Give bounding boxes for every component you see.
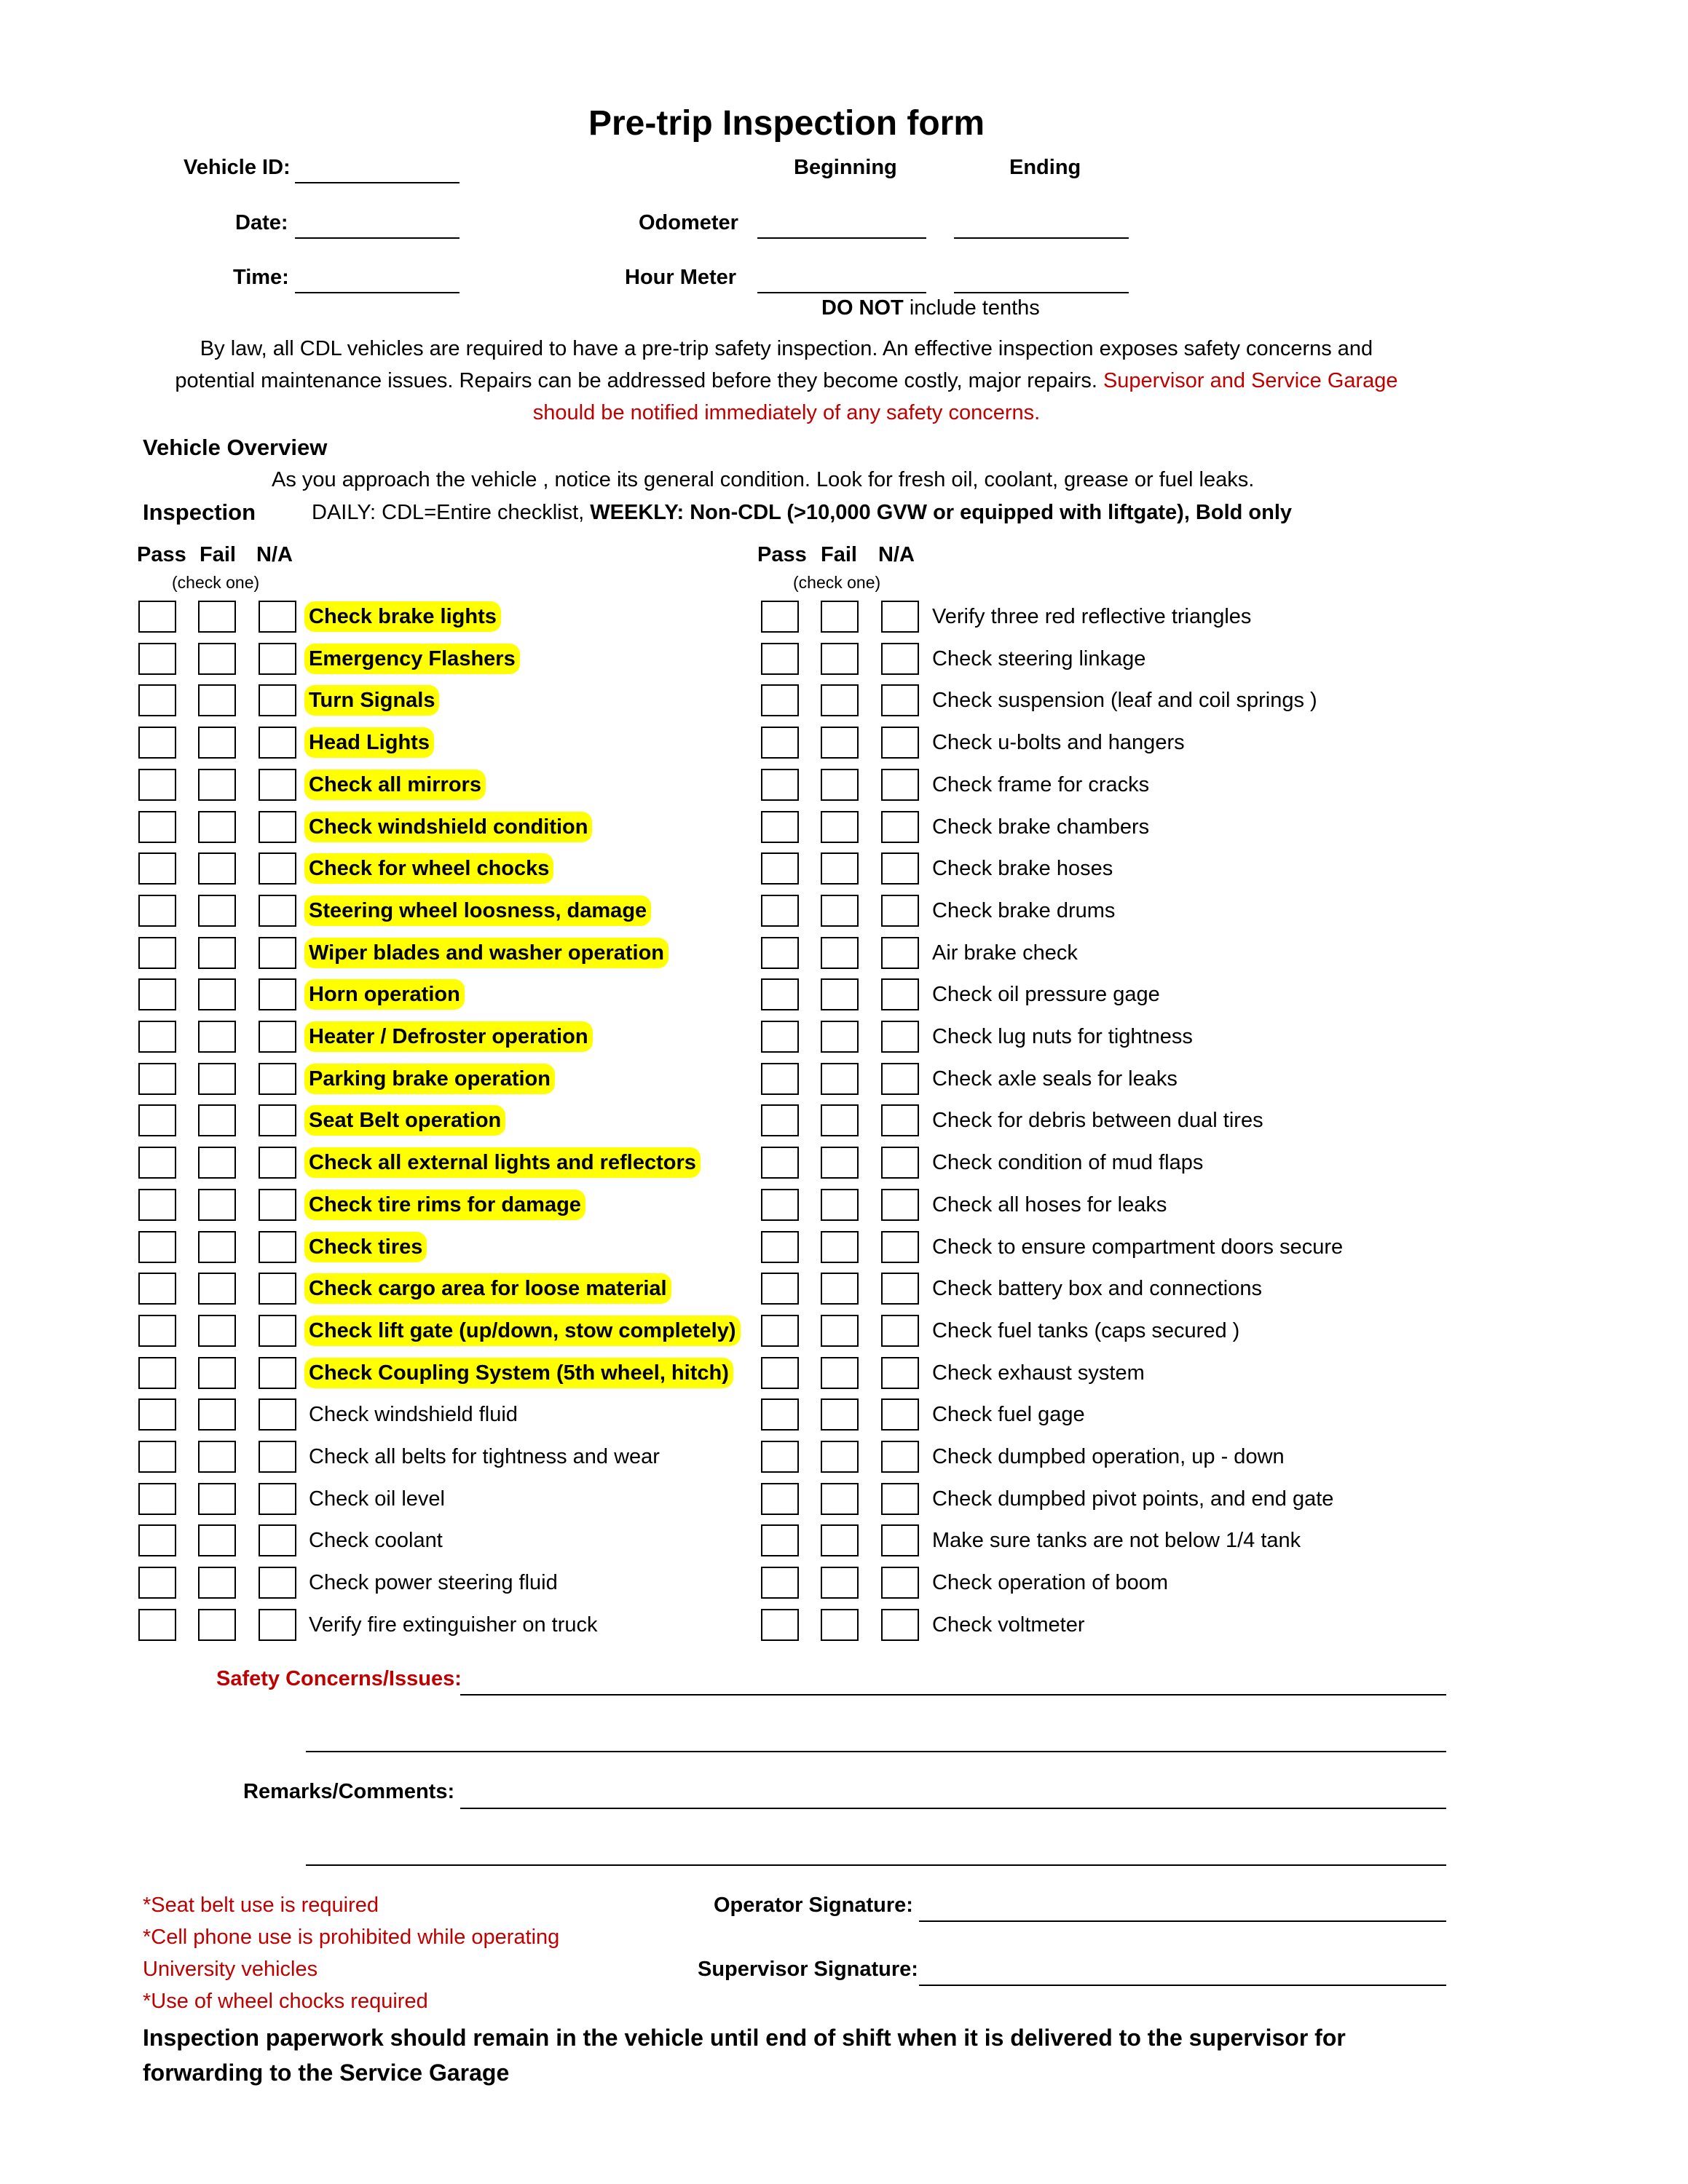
right-pass-checkbox[interactable] xyxy=(761,811,799,843)
left-fail-checkbox[interactable] xyxy=(198,1273,236,1305)
right-checklist-item: Check oil pressure gage xyxy=(932,983,1160,1006)
left-pass-checkbox[interactable] xyxy=(138,937,176,969)
supervisor-signature-field[interactable] xyxy=(919,1985,1446,1986)
left-na-checkbox[interactable] xyxy=(259,1357,296,1389)
inspection-frequency: DAILY: CDL=Entire checklist, WEEKLY: Non-CDL (>10,000 GVW or equipped with liftgate), Bold only xyxy=(312,501,1293,524)
left-checklist-item: Check windshield fluid xyxy=(309,1403,518,1426)
right-checklist-item: Check dumpbed pivot points, and end gate xyxy=(932,1487,1334,1511)
left-pass-checkbox[interactable] xyxy=(138,1567,176,1599)
tenths-note: DO NOT include tenths xyxy=(821,296,1040,320)
right-checklist-item: Check lug nuts for tightness xyxy=(932,1025,1193,1048)
right-pass-checkbox[interactable] xyxy=(761,1524,799,1556)
left-na-checkbox[interactable] xyxy=(259,1147,296,1179)
right-checklist-item: Check brake drums xyxy=(932,899,1116,922)
left-checklist-item: Check brake lights xyxy=(304,601,501,632)
odometer-beginning-field[interactable] xyxy=(757,237,926,239)
right-fail-checkbox[interactable] xyxy=(821,1063,859,1095)
left-checklist-item: Parking brake operation xyxy=(304,1064,555,1094)
ending-label: Ending xyxy=(1009,156,1081,179)
vehicle-id-label: Vehicle ID: xyxy=(184,156,291,179)
left-fail-checkbox[interactable] xyxy=(198,1315,236,1347)
right-checklist-item: Check brake chambers xyxy=(932,815,1150,839)
left-pass-checkbox[interactable] xyxy=(138,811,176,843)
right-checklist-item: Air brake check xyxy=(932,941,1078,965)
left-na-checkbox[interactable] xyxy=(259,811,296,843)
left-pass-checkbox[interactable] xyxy=(138,1189,176,1221)
right-fail-checkbox[interactable] xyxy=(821,769,859,801)
left-checklist-item: Turn Signals xyxy=(304,685,439,716)
left-checklist-item: Emergency Flashers xyxy=(304,644,520,674)
right-pass-checkbox[interactable] xyxy=(761,1357,799,1389)
right-pass-checkbox[interactable] xyxy=(761,727,799,759)
left-na-checkbox[interactable] xyxy=(259,684,296,716)
left-checklist-item: Check oil level xyxy=(309,1487,445,1511)
left-checklist-item: Check tire rims for damage xyxy=(304,1190,585,1220)
right-na-checkbox[interactable] xyxy=(881,1441,919,1473)
left-fail-checkbox[interactable] xyxy=(198,601,236,633)
left-pass-checkbox[interactable] xyxy=(138,727,176,759)
beginning-label: Beginning xyxy=(794,156,897,179)
right-na-checkbox[interactable] xyxy=(881,895,919,927)
right-fail-checkbox[interactable] xyxy=(821,601,859,633)
right-na-checkbox[interactable] xyxy=(881,1609,919,1641)
right-checklist-item: Make sure tanks are not below 1/4 tank xyxy=(932,1529,1301,1552)
left-checklist-item: Heater / Defroster operation xyxy=(304,1021,593,1052)
right-checklist-item: Check dumpbed operation, up - down xyxy=(932,1445,1285,1468)
right-fail-checkbox[interactable] xyxy=(821,643,859,675)
left-na-checkbox[interactable] xyxy=(259,643,296,675)
right-fail-checkbox[interactable] xyxy=(821,895,859,927)
left-na-checkbox[interactable] xyxy=(259,937,296,969)
left-fail-checkbox[interactable] xyxy=(198,1104,236,1136)
left-checklist-item: Wiper blades and washer operation xyxy=(304,938,669,968)
left-na-checkbox[interactable] xyxy=(259,1104,296,1136)
intro-line-3: should be notified immediately of any safety concerns. xyxy=(532,401,1041,424)
right-checklist-item: Check for debris between dual tires xyxy=(932,1109,1263,1132)
right-checklist-item: Check axle seals for leaks xyxy=(932,1067,1178,1091)
right-na-checkbox[interactable] xyxy=(881,1357,919,1389)
right-na-checkbox[interactable] xyxy=(881,769,919,801)
intro-line-2: potential maintenance issues. Repairs can be addressed before they become costly, major repairs. Supervisor and Service Garage xyxy=(175,369,1398,392)
right-na-checkbox[interactable] xyxy=(881,1273,919,1305)
intro-line-1: By law, all CDL vehicles are required to have a pre-trip safety inspection. An effective inspection exposes safety concerns and xyxy=(200,337,1373,360)
left-pass-checkbox[interactable] xyxy=(138,1315,176,1347)
left-fail-checkbox[interactable] xyxy=(198,1189,236,1221)
right-na-checkbox[interactable] xyxy=(881,1483,919,1515)
right-pass-checkbox[interactable] xyxy=(761,1315,799,1347)
right-na-checkbox[interactable] xyxy=(881,1398,919,1431)
left-fail-checkbox[interactable] xyxy=(198,1567,236,1599)
left-pass-checkbox[interactable] xyxy=(138,978,176,1010)
note-university-vehicles: University vehicles xyxy=(143,1958,318,1981)
right-fail-checkbox[interactable] xyxy=(821,811,859,843)
left-fail-checkbox[interactable] xyxy=(198,769,236,801)
left-fail-checkbox[interactable] xyxy=(198,684,236,716)
right-na-checkbox[interactable] xyxy=(881,684,919,716)
right-pass-checkbox[interactable] xyxy=(761,1441,799,1473)
remarks-line-1[interactable] xyxy=(460,1808,1446,1809)
right-checklist-item: Check all hoses for leaks xyxy=(932,1193,1167,1216)
right-fail-checkbox[interactable] xyxy=(821,1441,859,1473)
left-fail-checkbox[interactable] xyxy=(198,1483,236,1515)
left-fail-checkbox[interactable] xyxy=(198,1609,236,1641)
left-pass-checkbox[interactable] xyxy=(138,1441,176,1473)
left-na-checkbox[interactable] xyxy=(259,1524,296,1556)
left-na-checkbox[interactable] xyxy=(259,769,296,801)
left-pass-checkbox[interactable] xyxy=(138,1524,176,1556)
right-fail-checkbox[interactable] xyxy=(821,727,859,759)
right-checklist-item: Check battery box and connections xyxy=(932,1277,1262,1300)
left-pass-header: Pass xyxy=(137,543,186,566)
left-pass-checkbox[interactable] xyxy=(138,895,176,927)
right-pass-checkbox[interactable] xyxy=(761,1189,799,1221)
left-na-checkbox[interactable] xyxy=(259,978,296,1010)
right-checklist-item: Check fuel gage xyxy=(932,1403,1085,1426)
left-na-header: N/A xyxy=(256,543,293,566)
right-pass-checkbox[interactable] xyxy=(761,684,799,716)
left-fail-checkbox[interactable] xyxy=(198,811,236,843)
safety-concerns-line-2[interactable] xyxy=(306,1751,1446,1752)
final-instruction-line-1: Inspection paperwork should remain in the vehicle until end of shift when it is delivered to the supervisor for xyxy=(143,2025,1346,2051)
left-fail-checkbox[interactable] xyxy=(198,1231,236,1263)
left-checklist-item: Head Lights xyxy=(304,727,434,758)
right-pass-checkbox[interactable] xyxy=(761,1273,799,1305)
right-pass-header: Pass xyxy=(757,543,807,566)
right-fail-checkbox[interactable] xyxy=(821,1483,859,1515)
right-fail-checkbox[interactable] xyxy=(821,1609,859,1641)
left-na-checkbox[interactable] xyxy=(259,1273,296,1305)
right-fail-checkbox[interactable] xyxy=(821,1021,859,1053)
time-field[interactable] xyxy=(295,292,460,293)
right-na-header: N/A xyxy=(878,543,915,566)
inspection-heading: Inspection xyxy=(143,499,256,525)
hour-meter-label: Hour Meter xyxy=(625,266,737,289)
right-pass-checkbox[interactable] xyxy=(761,1609,799,1641)
right-na-checkbox[interactable] xyxy=(881,1315,919,1347)
right-pass-checkbox[interactable] xyxy=(761,1567,799,1599)
right-na-checkbox[interactable] xyxy=(881,1567,919,1599)
right-na-checkbox[interactable] xyxy=(881,1063,919,1095)
left-pass-checkbox[interactable] xyxy=(138,684,176,716)
right-fail-checkbox[interactable] xyxy=(821,1567,859,1599)
right-fail-checkbox[interactable] xyxy=(821,1398,859,1431)
right-checklist-item: Check u-bolts and hangers xyxy=(932,731,1185,754)
note-wheel-chocks: *Use of wheel chocks required xyxy=(143,1990,428,2013)
left-na-checkbox[interactable] xyxy=(259,1189,296,1221)
right-checklist-item: Check voltmeter xyxy=(932,1613,1085,1637)
right-checklist-item: Check to ensure compartment doors secure xyxy=(932,1235,1344,1259)
right-pass-checkbox[interactable] xyxy=(761,1063,799,1095)
left-checklist-item: Verify fire extinguisher on truck xyxy=(309,1613,598,1637)
right-fail-checkbox[interactable] xyxy=(821,1104,859,1136)
right-pass-checkbox[interactable] xyxy=(761,978,799,1010)
right-checklist-item: Check brake hoses xyxy=(932,857,1113,880)
remarks-label: Remarks/Comments: xyxy=(243,1780,455,1803)
right-fail-checkbox[interactable] xyxy=(821,1273,859,1305)
right-checklist-item: Check condition of mud flaps xyxy=(932,1151,1204,1174)
right-na-checkbox[interactable] xyxy=(881,1524,919,1556)
time-label: Time: xyxy=(233,266,289,289)
left-pass-checkbox[interactable] xyxy=(138,1063,176,1095)
right-na-checkbox[interactable] xyxy=(881,852,919,885)
safety-concerns-label: Safety Concerns/Issues: xyxy=(216,1667,462,1690)
left-pass-checkbox[interactable] xyxy=(138,1021,176,1053)
left-na-checkbox[interactable] xyxy=(259,1398,296,1431)
left-checklist-item: Check Coupling System (5th wheel, hitch) xyxy=(304,1358,733,1388)
odometer-ending-field[interactable] xyxy=(954,237,1129,239)
left-fail-checkbox[interactable] xyxy=(198,1147,236,1179)
note-cell-phone: *Cell phone use is prohibited while operating xyxy=(143,1926,560,1949)
right-pass-checkbox[interactable] xyxy=(761,895,799,927)
page-title: Pre-trip Inspection form xyxy=(588,104,985,143)
remarks-line-2[interactable] xyxy=(306,1864,1446,1866)
left-pass-checkbox[interactable] xyxy=(138,1483,176,1515)
final-instruction-line-2: forwarding to the Service Garage xyxy=(143,2060,510,2086)
right-fail-checkbox[interactable] xyxy=(821,1147,859,1179)
left-na-checkbox[interactable] xyxy=(259,1483,296,1515)
left-checklist-item: Check tires xyxy=(304,1232,427,1262)
right-pass-checkbox[interactable] xyxy=(761,1231,799,1263)
operator-signature-label: Operator Signature: xyxy=(714,1894,913,1917)
right-fail-checkbox[interactable] xyxy=(821,1357,859,1389)
left-pass-checkbox[interactable] xyxy=(138,1104,176,1136)
right-pass-checkbox[interactable] xyxy=(761,643,799,675)
left-fail-checkbox[interactable] xyxy=(198,1021,236,1053)
left-fail-checkbox[interactable] xyxy=(198,978,236,1010)
left-fail-checkbox[interactable] xyxy=(198,1357,236,1389)
operator-signature-field[interactable] xyxy=(919,1920,1446,1922)
right-pass-checkbox[interactable] xyxy=(761,1021,799,1053)
right-pass-checkbox[interactable] xyxy=(761,601,799,633)
left-na-checkbox[interactable] xyxy=(259,601,296,633)
left-checklist-item: Check for wheel chocks xyxy=(304,853,553,884)
right-na-checkbox[interactable] xyxy=(881,601,919,633)
left-pass-checkbox[interactable] xyxy=(138,643,176,675)
left-checklist-item: Horn operation xyxy=(304,979,465,1010)
right-fail-checkbox[interactable] xyxy=(821,937,859,969)
right-checklist-item: Check frame for cracks xyxy=(932,773,1150,796)
right-pass-checkbox[interactable] xyxy=(761,1398,799,1431)
left-pass-checkbox[interactable] xyxy=(138,1357,176,1389)
right-pass-checkbox[interactable] xyxy=(761,937,799,969)
right-na-checkbox[interactable] xyxy=(881,643,919,675)
left-fail-checkbox[interactable] xyxy=(198,852,236,885)
right-pass-checkbox[interactable] xyxy=(761,1104,799,1136)
right-check-one: (check one) xyxy=(793,573,881,592)
right-fail-checkbox[interactable] xyxy=(821,1189,859,1221)
right-na-checkbox[interactable] xyxy=(881,937,919,969)
left-fail-checkbox[interactable] xyxy=(198,1398,236,1431)
left-pass-checkbox[interactable] xyxy=(138,769,176,801)
right-na-checkbox[interactable] xyxy=(881,1147,919,1179)
right-fail-checkbox[interactable] xyxy=(821,978,859,1010)
left-pass-checkbox[interactable] xyxy=(138,1231,176,1263)
right-checklist-item: Check exhaust system xyxy=(932,1361,1145,1385)
right-na-checkbox[interactable] xyxy=(881,1231,919,1263)
left-checklist-item: Steering wheel loosness, damage xyxy=(304,895,651,926)
left-checklist-item: Check all mirrors xyxy=(304,769,486,800)
left-checklist-item: Check lift gate (up/down, stow completely) xyxy=(304,1315,741,1346)
left-checklist-item: Check windshield condition xyxy=(304,812,592,842)
left-checklist-item: Check power steering fluid xyxy=(309,1571,558,1594)
right-fail-header: Fail xyxy=(821,543,857,566)
left-pass-checkbox[interactable] xyxy=(138,1147,176,1179)
right-fail-checkbox[interactable] xyxy=(821,852,859,885)
right-na-checkbox[interactable] xyxy=(881,811,919,843)
left-fail-checkbox[interactable] xyxy=(198,895,236,927)
left-fail-checkbox[interactable] xyxy=(198,1441,236,1473)
left-fail-checkbox[interactable] xyxy=(198,1063,236,1095)
right-checklist-item: Verify three red reflective triangles xyxy=(932,605,1252,628)
left-na-checkbox[interactable] xyxy=(259,1609,296,1641)
left-na-checkbox[interactable] xyxy=(259,1063,296,1095)
right-pass-checkbox[interactable] xyxy=(761,852,799,885)
right-pass-checkbox[interactable] xyxy=(761,1147,799,1179)
right-na-checkbox[interactable] xyxy=(881,1104,919,1136)
vehicle-overview-heading: Vehicle Overview xyxy=(143,435,328,460)
left-pass-checkbox[interactable] xyxy=(138,1609,176,1641)
left-na-checkbox[interactable] xyxy=(259,895,296,927)
right-checklist-item: Check steering linkage xyxy=(932,647,1146,670)
right-fail-checkbox[interactable] xyxy=(821,1231,859,1263)
hour-meter-beginning-field[interactable] xyxy=(757,292,926,293)
left-na-checkbox[interactable] xyxy=(259,1567,296,1599)
left-na-checkbox[interactable] xyxy=(259,1231,296,1263)
left-checklist-item: Check cargo area for loose material xyxy=(304,1273,671,1304)
left-na-checkbox[interactable] xyxy=(259,852,296,885)
safety-concerns-line-1[interactable] xyxy=(460,1694,1446,1696)
left-na-checkbox[interactable] xyxy=(259,1021,296,1053)
left-fail-checkbox[interactable] xyxy=(198,937,236,969)
left-na-checkbox[interactable] xyxy=(259,1441,296,1473)
vehicle-id-field[interactable] xyxy=(295,182,460,183)
date-label: Date: xyxy=(235,211,288,234)
hour-meter-ending-field[interactable] xyxy=(954,292,1129,293)
left-check-one: (check one) xyxy=(172,573,260,592)
right-checklist-item: Check suspension (leaf and coil springs ) xyxy=(932,689,1317,712)
left-na-checkbox[interactable] xyxy=(259,1315,296,1347)
right-fail-checkbox[interactable] xyxy=(821,684,859,716)
left-pass-checkbox[interactable] xyxy=(138,601,176,633)
right-fail-checkbox[interactable] xyxy=(821,1524,859,1556)
date-field[interactable] xyxy=(295,237,460,239)
left-pass-checkbox[interactable] xyxy=(138,1398,176,1431)
left-pass-checkbox[interactable] xyxy=(138,852,176,885)
left-checklist-item: Check coolant xyxy=(309,1529,443,1552)
right-fail-checkbox[interactable] xyxy=(821,1315,859,1347)
left-checklist-item: Seat Belt operation xyxy=(304,1105,505,1136)
right-checklist-item: Check fuel tanks (caps secured ) xyxy=(932,1319,1240,1342)
right-pass-checkbox[interactable] xyxy=(761,1483,799,1515)
note-seat-belt: *Seat belt use is required xyxy=(143,1894,379,1917)
left-fail-header: Fail xyxy=(200,543,236,566)
left-na-checkbox[interactable] xyxy=(259,727,296,759)
right-na-checkbox[interactable] xyxy=(881,727,919,759)
left-checklist-item: Check all external lights and reflectors xyxy=(304,1147,701,1178)
left-pass-checkbox[interactable] xyxy=(138,1273,176,1305)
supervisor-signature-label: Supervisor Signature: xyxy=(698,1958,918,1981)
right-na-checkbox[interactable] xyxy=(881,978,919,1010)
right-na-checkbox[interactable] xyxy=(881,1189,919,1221)
left-fail-checkbox[interactable] xyxy=(198,1524,236,1556)
left-fail-checkbox[interactable] xyxy=(198,727,236,759)
left-checklist-item: Check all belts for tightness and wear xyxy=(309,1445,660,1468)
right-na-checkbox[interactable] xyxy=(881,1021,919,1053)
odometer-label: Odometer xyxy=(639,211,738,234)
left-fail-checkbox[interactable] xyxy=(198,643,236,675)
right-pass-checkbox[interactable] xyxy=(761,769,799,801)
right-checklist-item: Check operation of boom xyxy=(932,1571,1169,1594)
vehicle-overview-text: As you approach the vehicle , notice its general condition. Look for fresh oil, coolant, grease or fuel leaks. xyxy=(272,468,1255,491)
